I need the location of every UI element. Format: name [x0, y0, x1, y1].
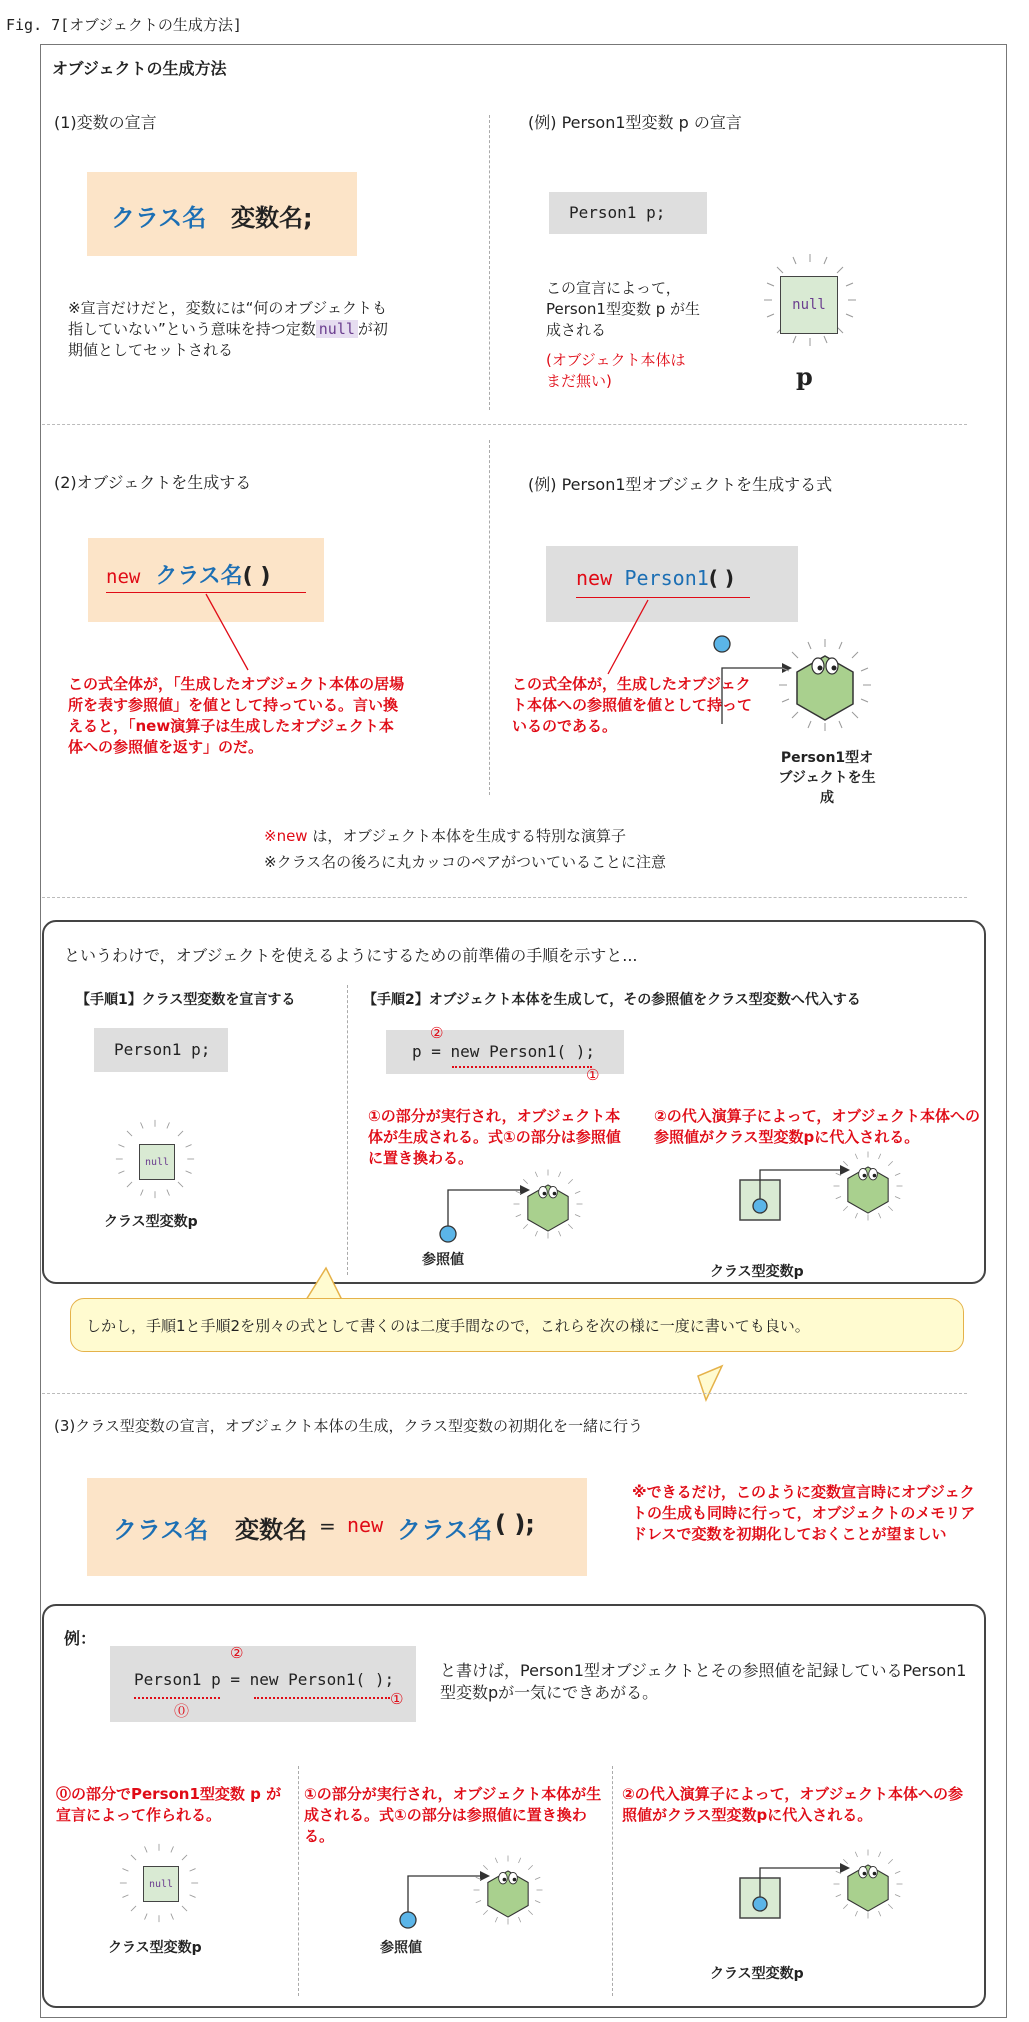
- ex1-desc-red: (オブジェクト本体はまだ無い): [546, 351, 686, 390]
- example-desc: と書けば，Person1型オブジェクトとその参照値を記録しているPerson1型変数pが一気にできあがる。: [440, 1661, 967, 1702]
- ex2-code-box: [546, 546, 798, 622]
- s3-code-class: クラス名: [113, 1516, 209, 1544]
- ex1-heading: (例) Person1型変数 p の宣言: [528, 113, 742, 132]
- step1-code: Person1 p;: [94, 1028, 228, 1072]
- ex2-pointer-line: [600, 598, 660, 678]
- example-divider-1: [298, 1766, 299, 1996]
- step2-var-caption: クラス型変数p: [710, 1264, 804, 1280]
- step2-mark2: ②: [430, 1024, 444, 1042]
- example-col1-text: ⓪の部分でPerson1型変数 p が宣言によって作られる。: [56, 1785, 282, 1824]
- step1-null-box: null: [139, 1144, 175, 1180]
- step2-note-a: ①の部分が実行され，オブジェクト本体が生成される。式①の部分は参照値に置き換わる。: [368, 1107, 621, 1167]
- example-col1-null: null: [143, 1866, 179, 1902]
- example-code-box: [110, 1646, 416, 1722]
- ex2-code-class: Person1: [624, 566, 709, 590]
- example-label: 例：: [64, 1629, 97, 1648]
- main-title: オブジェクトの生成方法: [52, 59, 227, 78]
- ex2-obj-label: Person1型オブジェクトを生成: [778, 750, 876, 806]
- step2-label: 【手順2】オブジェクト本体を生成して，その参照値をクラス型変数へ代入する: [363, 992, 861, 1008]
- s1-code-var: 変数名;: [231, 204, 313, 232]
- s3-heading: (3)クラス型変数の宣言，オブジェクト本体の生成，クラス型変数の初期化を一緒に行う: [54, 1417, 644, 1435]
- ex1-code: Person1 p;: [549, 192, 707, 234]
- divider-h2: [42, 897, 967, 898]
- ex2-code-new: new: [576, 566, 613, 590]
- s3-code-end: ( );: [495, 1510, 535, 1538]
- step1-caption: クラス型変数p: [104, 1214, 198, 1230]
- s1-code-class: クラス名: [111, 204, 207, 232]
- step2-note-b: ②の代入演算子によって，オブジェクト本体への参照値がクラス型変数pに代入される。: [654, 1107, 981, 1146]
- example-underline-1: [254, 1697, 390, 1699]
- ex2-code-line: [576, 566, 750, 598]
- ex1-var-label: p: [796, 362, 813, 391]
- example-col2-text: ①の部分が実行され，オブジェクト本体が生成される。式①の部分は参照値に置き換わる。: [304, 1785, 602, 1845]
- example-code: Person1 p = new Person1( );: [134, 1670, 395, 1689]
- steps-divider: [347, 985, 348, 1275]
- step2-assign-diagram: [730, 1140, 910, 1256]
- note-new-rest: は，オブジェクト本体を生成する特別な演算子: [307, 827, 626, 845]
- example-mark1: ①: [390, 1690, 404, 1708]
- s3-code-new: new: [347, 1513, 384, 1537]
- s3-code-var: 変数名: [235, 1516, 307, 1544]
- s1-note: [68, 298, 388, 361]
- s2-code-line: [106, 559, 306, 593]
- example-col1-caption: クラス型変数p: [108, 1940, 202, 1956]
- example-col3-caption: クラス型変数p: [710, 1966, 804, 1982]
- step1-label: 【手順1】クラス型変数を宣言する: [76, 992, 296, 1008]
- s1-heading: (1)変数の宣言: [54, 113, 157, 132]
- divider-h1: [42, 424, 967, 425]
- ex2-note: この式全体が，生成したオブジェクト本体への参照値を値として持っているのである。: [512, 675, 753, 735]
- note-new: ※new: [264, 827, 308, 845]
- ex2-object-icon: [775, 630, 875, 740]
- step2-mark1: ①: [586, 1066, 600, 1084]
- divider-v2: [489, 440, 490, 795]
- divider-h3: [42, 1393, 967, 1394]
- example-underline-0: [134, 1697, 220, 1699]
- step2-code: p = new Person1( );: [412, 1042, 596, 1061]
- s2-heading: (2)オブジェクトを生成する: [54, 473, 252, 492]
- steps-title: というわけで，オブジェクトを使えるようにするための前準備の手順を示すと...: [64, 946, 638, 965]
- s3-code-eq: =: [319, 1514, 336, 1538]
- s2-note: この式全体が，「生成したオブジェクト本体の居場所を表す参照値」を値として持っている。言い換えると，「new演算子は生成したオブジェクト本体への参照値を返す」のだ。: [68, 675, 405, 756]
- step2-underline: [452, 1066, 592, 1068]
- s1-note-pre: ※宣言だけだと，変数には“何のオブジェクトも指していない”という意味を持つ定数: [68, 299, 387, 338]
- step2-ref-label: 参照値: [422, 1252, 464, 1268]
- s1-note-post: が初期値としてセットされる: [68, 320, 388, 359]
- s3-code-box: [87, 1478, 587, 1576]
- divider-v1: [489, 115, 490, 410]
- s3-code-class2: クラス名: [397, 1516, 493, 1544]
- example-divider-2: [612, 1766, 613, 1996]
- s3-note: ※できるだけ，このように変数宣言時にオブジェクトの生成も同時に行って，オブジェクトのメモリアドレスで変数を初期化しておくことが望ましい: [632, 1483, 976, 1543]
- ex2-ref-dot: [708, 634, 748, 654]
- figure-title: Fig. 7[オブジェクトの生成方法]: [6, 16, 242, 34]
- s2-notes-line1: [264, 826, 626, 847]
- ex1-desc: この宣言によって，Person1型変数 p が生成される: [546, 279, 701, 339]
- s2-notes-line2: ※クラス名の後ろに丸カッコのペアがついていることに注意: [264, 853, 666, 871]
- ex1-null-box: null: [780, 276, 838, 334]
- ex2-code-paren: ( ): [708, 566, 735, 590]
- s2-code-paren: ( ): [242, 564, 271, 589]
- s1-code-box: [87, 172, 357, 256]
- s2-code-new: new: [106, 566, 141, 588]
- example-col3-diagram: [730, 1838, 910, 1954]
- example-mark2: ②: [230, 1644, 244, 1662]
- callout-text: しかし，手順1と手順2を別々の式として書くのは二度手間なので，これらを次の様に一度に書いても良い。: [86, 1317, 810, 1335]
- example-col2-caption: 参照値: [380, 1940, 422, 1956]
- s2-code-class: クラス名: [155, 564, 243, 589]
- ex2-heading: (例) Person1型オブジェクトを生成する式: [528, 475, 833, 494]
- example-col3-text: ②の代入演算子によって，オブジェクト本体への参照値がクラス型変数pに代入される。: [622, 1785, 964, 1824]
- example-mark0: ⓪: [174, 1702, 190, 1720]
- null-chip: null: [316, 320, 358, 338]
- s2-pointer-line: [200, 592, 260, 672]
